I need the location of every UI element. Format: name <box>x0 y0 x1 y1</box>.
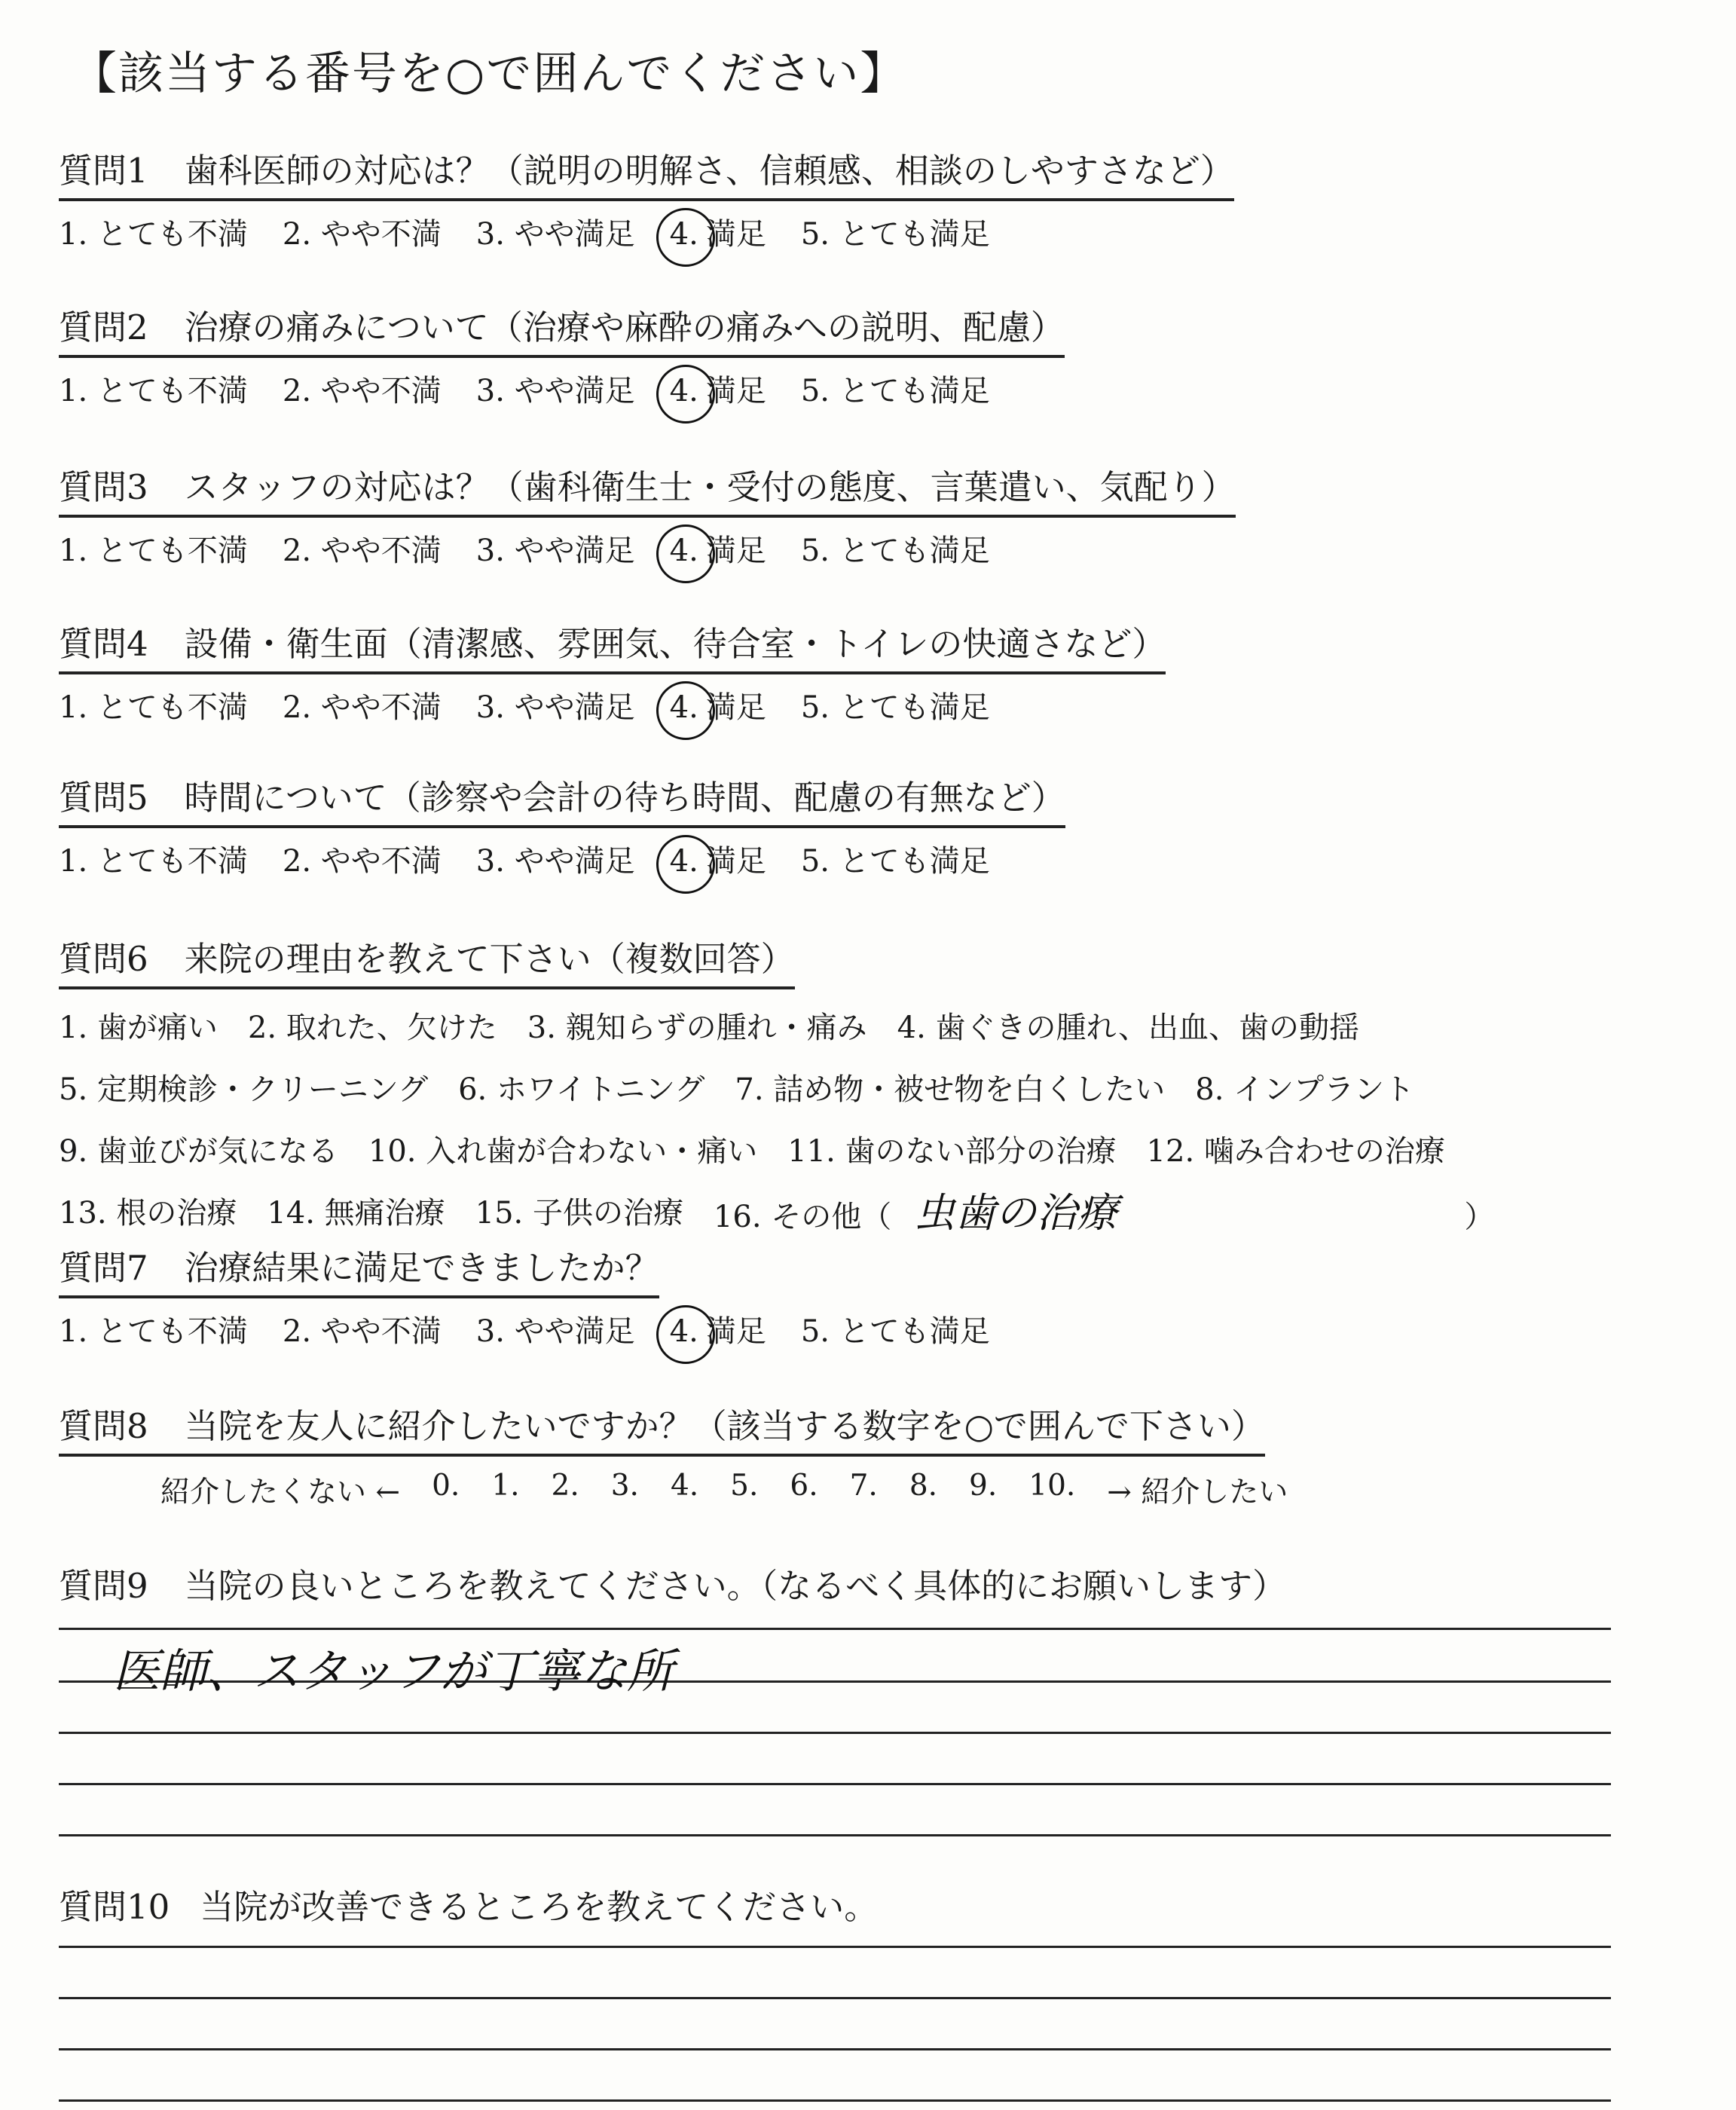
circle-mark: 4. <box>669 690 698 725</box>
scale-left-label: 紹介したくない ← <box>160 1475 401 1509</box>
question-3 <box>59 460 1236 570</box>
question-text: 時間について（診察や会計の待ち時間、配慮の有無など） <box>184 778 1065 818</box>
question-5 <box>59 770 1065 880</box>
recommend-scale <box>59 1469 1319 1511</box>
scale-value[interactable]: 4. <box>670 1469 699 1503</box>
option-2[interactable]: 2. やや不満 <box>282 374 442 408</box>
option-5[interactable]: 5. とても満足 <box>800 374 990 408</box>
reason-options <box>59 997 1524 1248</box>
reason-item[interactable]: 8. インプラント <box>1195 1072 1415 1107</box>
answer-options <box>59 367 1065 410</box>
option-1[interactable]: 1. とても不満 <box>59 534 248 568</box>
answer-options <box>59 210 1234 253</box>
question-number: 質問9 <box>59 1566 148 1606</box>
reason-item-other[interactable]: 16. その他（ 虫歯の治療 ） <box>714 1182 1494 1248</box>
option-4[interactable]: 4. 満足 <box>669 534 766 568</box>
reason-item[interactable]: 15. 子供の治療 <box>475 1196 683 1231</box>
other-answer-field[interactable] <box>891 1182 1464 1248</box>
option-1[interactable]: 1. とても不満 <box>59 217 248 252</box>
reason-row <box>59 997 1524 1059</box>
question-text: 設備・衛生面（清潔感、雰囲気、待合室・トイレの快適さなど） <box>184 624 1166 664</box>
option-3[interactable]: 3. やや満足 <box>475 374 635 408</box>
scale-right-label: → 紹介したい <box>1107 1475 1288 1509</box>
option-5[interactable]: 5. とても満足 <box>800 690 990 725</box>
option-2[interactable]: 2. やや不満 <box>282 690 442 725</box>
option-2[interactable]: 2. やや不満 <box>282 534 442 568</box>
reason-item[interactable]: 5. 定期検診・クリーニング <box>59 1072 429 1107</box>
answer-line <box>59 1628 1611 1630</box>
option-3[interactable]: 3. やや満足 <box>475 844 635 879</box>
scale-value[interactable]: 1. <box>491 1469 520 1503</box>
question-2 <box>59 300 1065 410</box>
scale-value[interactable]: 2. <box>551 1469 579 1503</box>
answer-line <box>59 1834 1611 1836</box>
option-4[interactable]: 4. 満足 <box>669 217 766 252</box>
handwritten-answer: 医師、スタッフが丁寧な所 <box>113 1644 674 1699</box>
question-text: 治療結果に満足できましたか？ <box>184 1248 659 1288</box>
answer-options <box>59 527 1236 570</box>
question-text: スタッフの対応は？（歯科衛生士・受付の態度、言葉遣い、気配り） <box>184 467 1236 507</box>
page-title: 【該当する番号を○で囲んでください】 <box>72 47 907 100</box>
option-1[interactable]: 1. とても不満 <box>59 844 248 879</box>
question-1 <box>59 143 1234 253</box>
question-text: 当院の良いところを教えてください。（なるべく具体的にお願いします） <box>184 1566 1287 1606</box>
scale-value[interactable]: 5. <box>730 1469 759 1503</box>
question-10 <box>59 1879 878 1928</box>
option-4[interactable]: 4. 満足 <box>669 690 766 725</box>
option-5[interactable]: 5. とても満足 <box>800 1314 990 1349</box>
answer-line <box>59 1732 1611 1734</box>
option-1[interactable]: 1. とても不満 <box>59 1314 248 1349</box>
reason-row <box>59 1059 1524 1121</box>
option-3[interactable]: 3. やや満足 <box>475 1314 635 1349</box>
option-4[interactable]: 4. 満足 <box>669 1314 766 1349</box>
option-3[interactable]: 3. やや満足 <box>475 690 635 725</box>
scale-value[interactable]: 10. <box>1028 1469 1076 1503</box>
question-text: 当院が改善できるところを教えてください。 <box>200 1887 879 1927</box>
answer-options <box>59 1307 1025 1350</box>
question-text: 当院を友人に紹介したいですか？（該当する数字を○で囲んで下さい） <box>184 1406 1265 1446</box>
answer-line <box>59 2099 1611 2102</box>
circle-mark: 4. <box>669 534 698 568</box>
reason-item[interactable]: 6. ホワイトニング <box>458 1072 705 1107</box>
reason-item[interactable]: 9. 歯並びが気になる <box>59 1134 338 1169</box>
question-text: 治療の痛みについて（治療や麻酔の痛みへの説明、配慮） <box>184 307 1065 347</box>
question-number: 質問2 <box>59 307 148 347</box>
question-number: 質問10 <box>59 1887 170 1927</box>
circle-mark: 4. <box>669 217 698 252</box>
option-3[interactable]: 3. やや満足 <box>475 217 635 252</box>
reason-item[interactable]: 7. 詰め物・被せ物を白くしたい <box>735 1072 1166 1107</box>
reason-item[interactable]: 13. 根の治療 <box>59 1196 237 1231</box>
reason-item[interactable]: 2. 取れた、欠けた <box>247 1011 497 1045</box>
scale-value[interactable]: 3. <box>610 1469 639 1503</box>
handwritten-answer: 虫歯の治療 <box>914 1189 1118 1237</box>
option-5[interactable]: 5. とても満足 <box>800 534 990 568</box>
option-1[interactable]: 1. とても不満 <box>59 690 248 725</box>
circle-mark: 4. <box>669 374 698 408</box>
reason-item[interactable]: 14. 無痛治療 <box>267 1196 445 1231</box>
option-2[interactable]: 2. やや不満 <box>282 217 442 252</box>
reason-item[interactable]: 12. 噛み合わせの治療 <box>1146 1134 1445 1169</box>
answer-line <box>59 1783 1611 1785</box>
reason-item[interactable]: 3. 親知らずの腫れ・痛み <box>527 1011 867 1045</box>
option-4[interactable]: 4. 満足 <box>669 844 766 879</box>
answer-line <box>59 1946 1611 1948</box>
question-number: 質問1 <box>59 151 148 191</box>
question-6 <box>59 931 1524 1248</box>
option-1[interactable]: 1. とても不満 <box>59 374 248 408</box>
scale-value[interactable]: 0. <box>432 1469 460 1503</box>
question-number: 質問5 <box>59 778 148 818</box>
option-3[interactable]: 3. やや満足 <box>475 534 635 568</box>
circle-mark: 4. <box>669 1314 698 1349</box>
circle-mark: 4. <box>669 844 698 879</box>
answer-line <box>59 2048 1611 2050</box>
reason-item[interactable]: 4. 歯ぐきの腫れ、出血、歯の動揺 <box>897 1011 1359 1045</box>
question-4 <box>59 616 1166 726</box>
question-number: 質問4 <box>59 624 148 664</box>
reason-row <box>59 1182 1524 1248</box>
scale-value[interactable]: 7. <box>849 1469 878 1503</box>
question-number: 質問6 <box>59 939 148 979</box>
question-9 <box>59 1558 1286 1607</box>
option-2[interactable]: 2. やや不満 <box>282 844 442 879</box>
reason-item[interactable]: 10. 入れ歯が合わない・痛い <box>368 1134 758 1169</box>
question-number: 質問3 <box>59 467 148 507</box>
scale-value[interactable]: 6. <box>790 1469 818 1503</box>
scale-value[interactable]: 9. <box>969 1469 998 1503</box>
answer-options <box>59 683 1166 726</box>
question-number: 質問7 <box>59 1248 148 1288</box>
option-5[interactable]: 5. とても満足 <box>800 844 990 879</box>
option-5[interactable]: 5. とても満足 <box>800 217 990 252</box>
question-text: 歯科医師の対応は？（説明の明解さ、信頼感、相談のしやすさなど） <box>184 151 1234 191</box>
question-7 <box>59 1240 1025 1350</box>
question-8 <box>59 1399 1319 1511</box>
option-2[interactable]: 2. やや不満 <box>282 1314 442 1349</box>
question-text: 来院の理由を教えて下さい（複数回答） <box>184 939 795 979</box>
question-number: 質問8 <box>59 1406 148 1446</box>
option-4[interactable]: 4. 満足 <box>669 374 766 408</box>
answer-lines-q10[interactable] <box>59 1946 1611 2104</box>
answer-options <box>59 837 1065 880</box>
scale-value[interactable]: 8. <box>909 1469 938 1503</box>
reason-item[interactable]: 1. 歯が痛い <box>59 1011 218 1045</box>
reason-row <box>59 1121 1524 1182</box>
reason-item[interactable]: 11. 歯のない部分の治療 <box>787 1134 1117 1169</box>
answer-line <box>59 1997 1611 1999</box>
